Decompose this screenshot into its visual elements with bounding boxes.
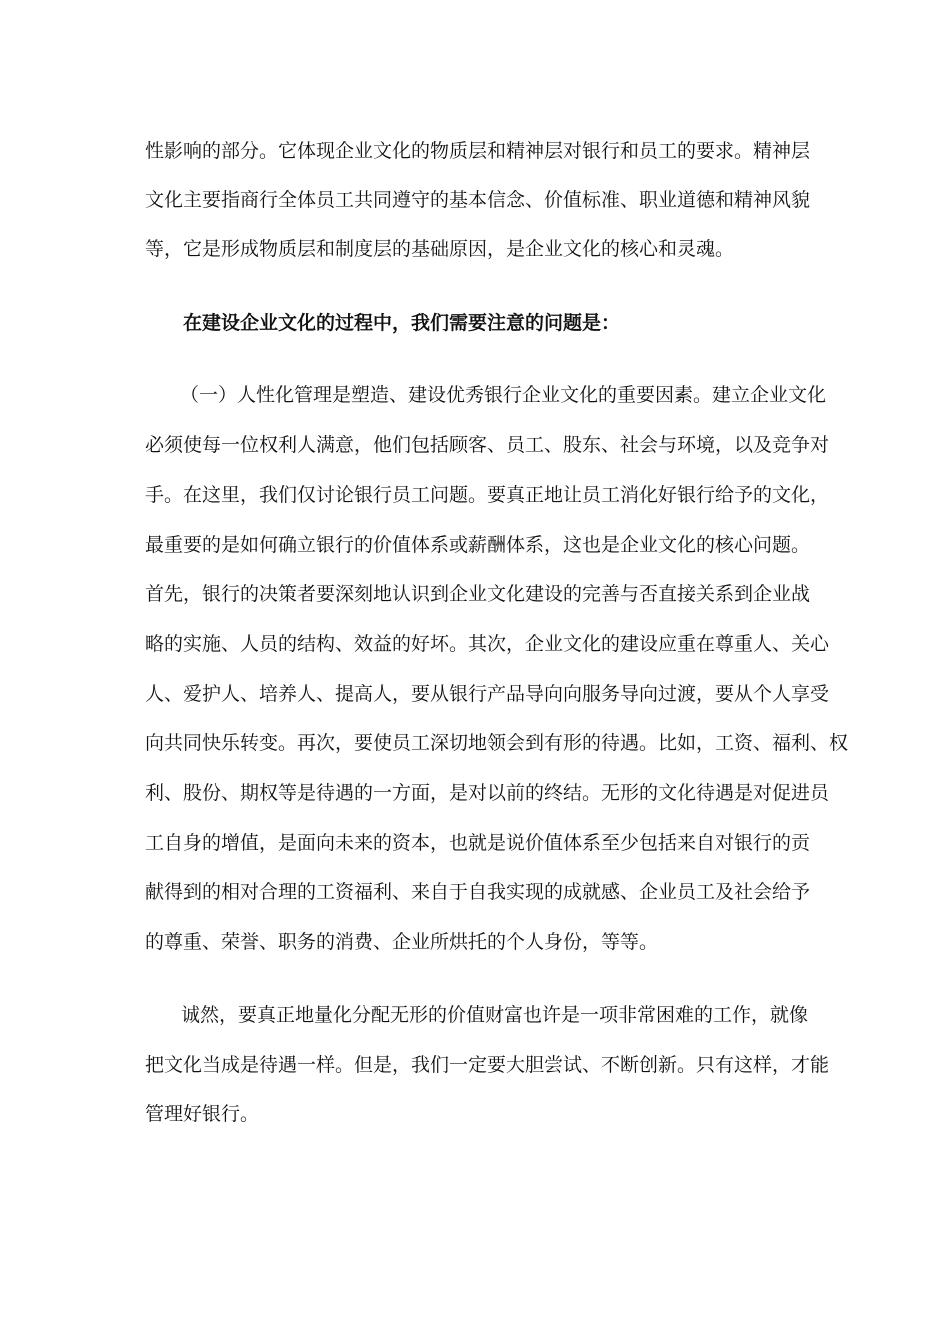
paragraph-2-line-6: 略的实施、人员的结构、效益的好坏。其次，企业文化的建设应重在尊重人、关心 (145, 633, 830, 655)
paragraph-2-line-5: 首先，银行的决策者要深刻地认识到企业文化建设的完善与否直接关系到企业战 (145, 583, 811, 605)
section-heading: 在建设企业文化的过程中，我们需要注意的问题是： (183, 312, 621, 334)
paragraph-2-line-10: 工自身的增值，是面向未来的资本，也就是说价值体系至少包括来自对银行的贡 (145, 832, 811, 854)
paragraph-2-line-12: 的尊重、荣誉、职务的消费、企业所烘托的个人身份，等等。 (145, 931, 659, 953)
paragraph-2-line-4: 最重要的是如何确立银行的价值体系或薪酬体系，这也是企业文化的核心问题。 (145, 534, 811, 556)
paragraph-2-line-7: 人、爱护人、培养人、提高人，要从银行产品导向向服务导向过渡，要从个人享受 (145, 683, 830, 705)
paragraph-2-line-3: 手。在这里，我们仅讨论银行员工问题。要真正地让员工消化好银行给予的文化， (145, 484, 830, 506)
paragraph-3-line-2: 把文化当成是待遇一样。但是，我们一定要大胆尝试、不断创新。只有这样，才能 (145, 1054, 830, 1076)
paragraph-2-line-2: 必须使每一位权利人满意，他们包括顾客、员工、股东、社会与环境，以及竞争对 (145, 434, 830, 456)
paragraph-1-line-2: 文化主要指商行全体员工共同遵守的基本信念、价值标准、职业道德和精神风貌 (145, 189, 811, 211)
paragraph-2-line-9: 利、股份、期权等是待遇的一方面，是对以前的终结。无形的文化待遇是对促进员 (145, 782, 830, 804)
paragraph-1-line-1: 性影响的部分。它体现企业文化的物质层和精神层对银行和员工的要求。精神层 (145, 140, 811, 162)
paragraph-1-line-3: 等，它是形成物质层和制度层的基础原因，是企业文化的核心和灵魂。 (145, 238, 735, 260)
paragraph-2-line-11: 献得到的相对合理的工资福利、来自于自我实现的成就感、企业员工及社会给予 (145, 881, 811, 903)
paragraph-2-line-8: 向共同快乐转变。再次，要使员工深切地领会到有形的待遇。比如，工资、福利、权 (145, 732, 849, 754)
paragraph-2-line-1: （一）人性化管理是塑造、建设优秀银行企业文化的重要因素。建立企业文化 (180, 384, 827, 406)
paragraph-3-line-1: 诚然，要真正地量化分配无形的价值财富也许是一项非常困难的工作，就像 (181, 1004, 809, 1026)
paragraph-3-line-3: 管理好银行。 (145, 1103, 260, 1125)
